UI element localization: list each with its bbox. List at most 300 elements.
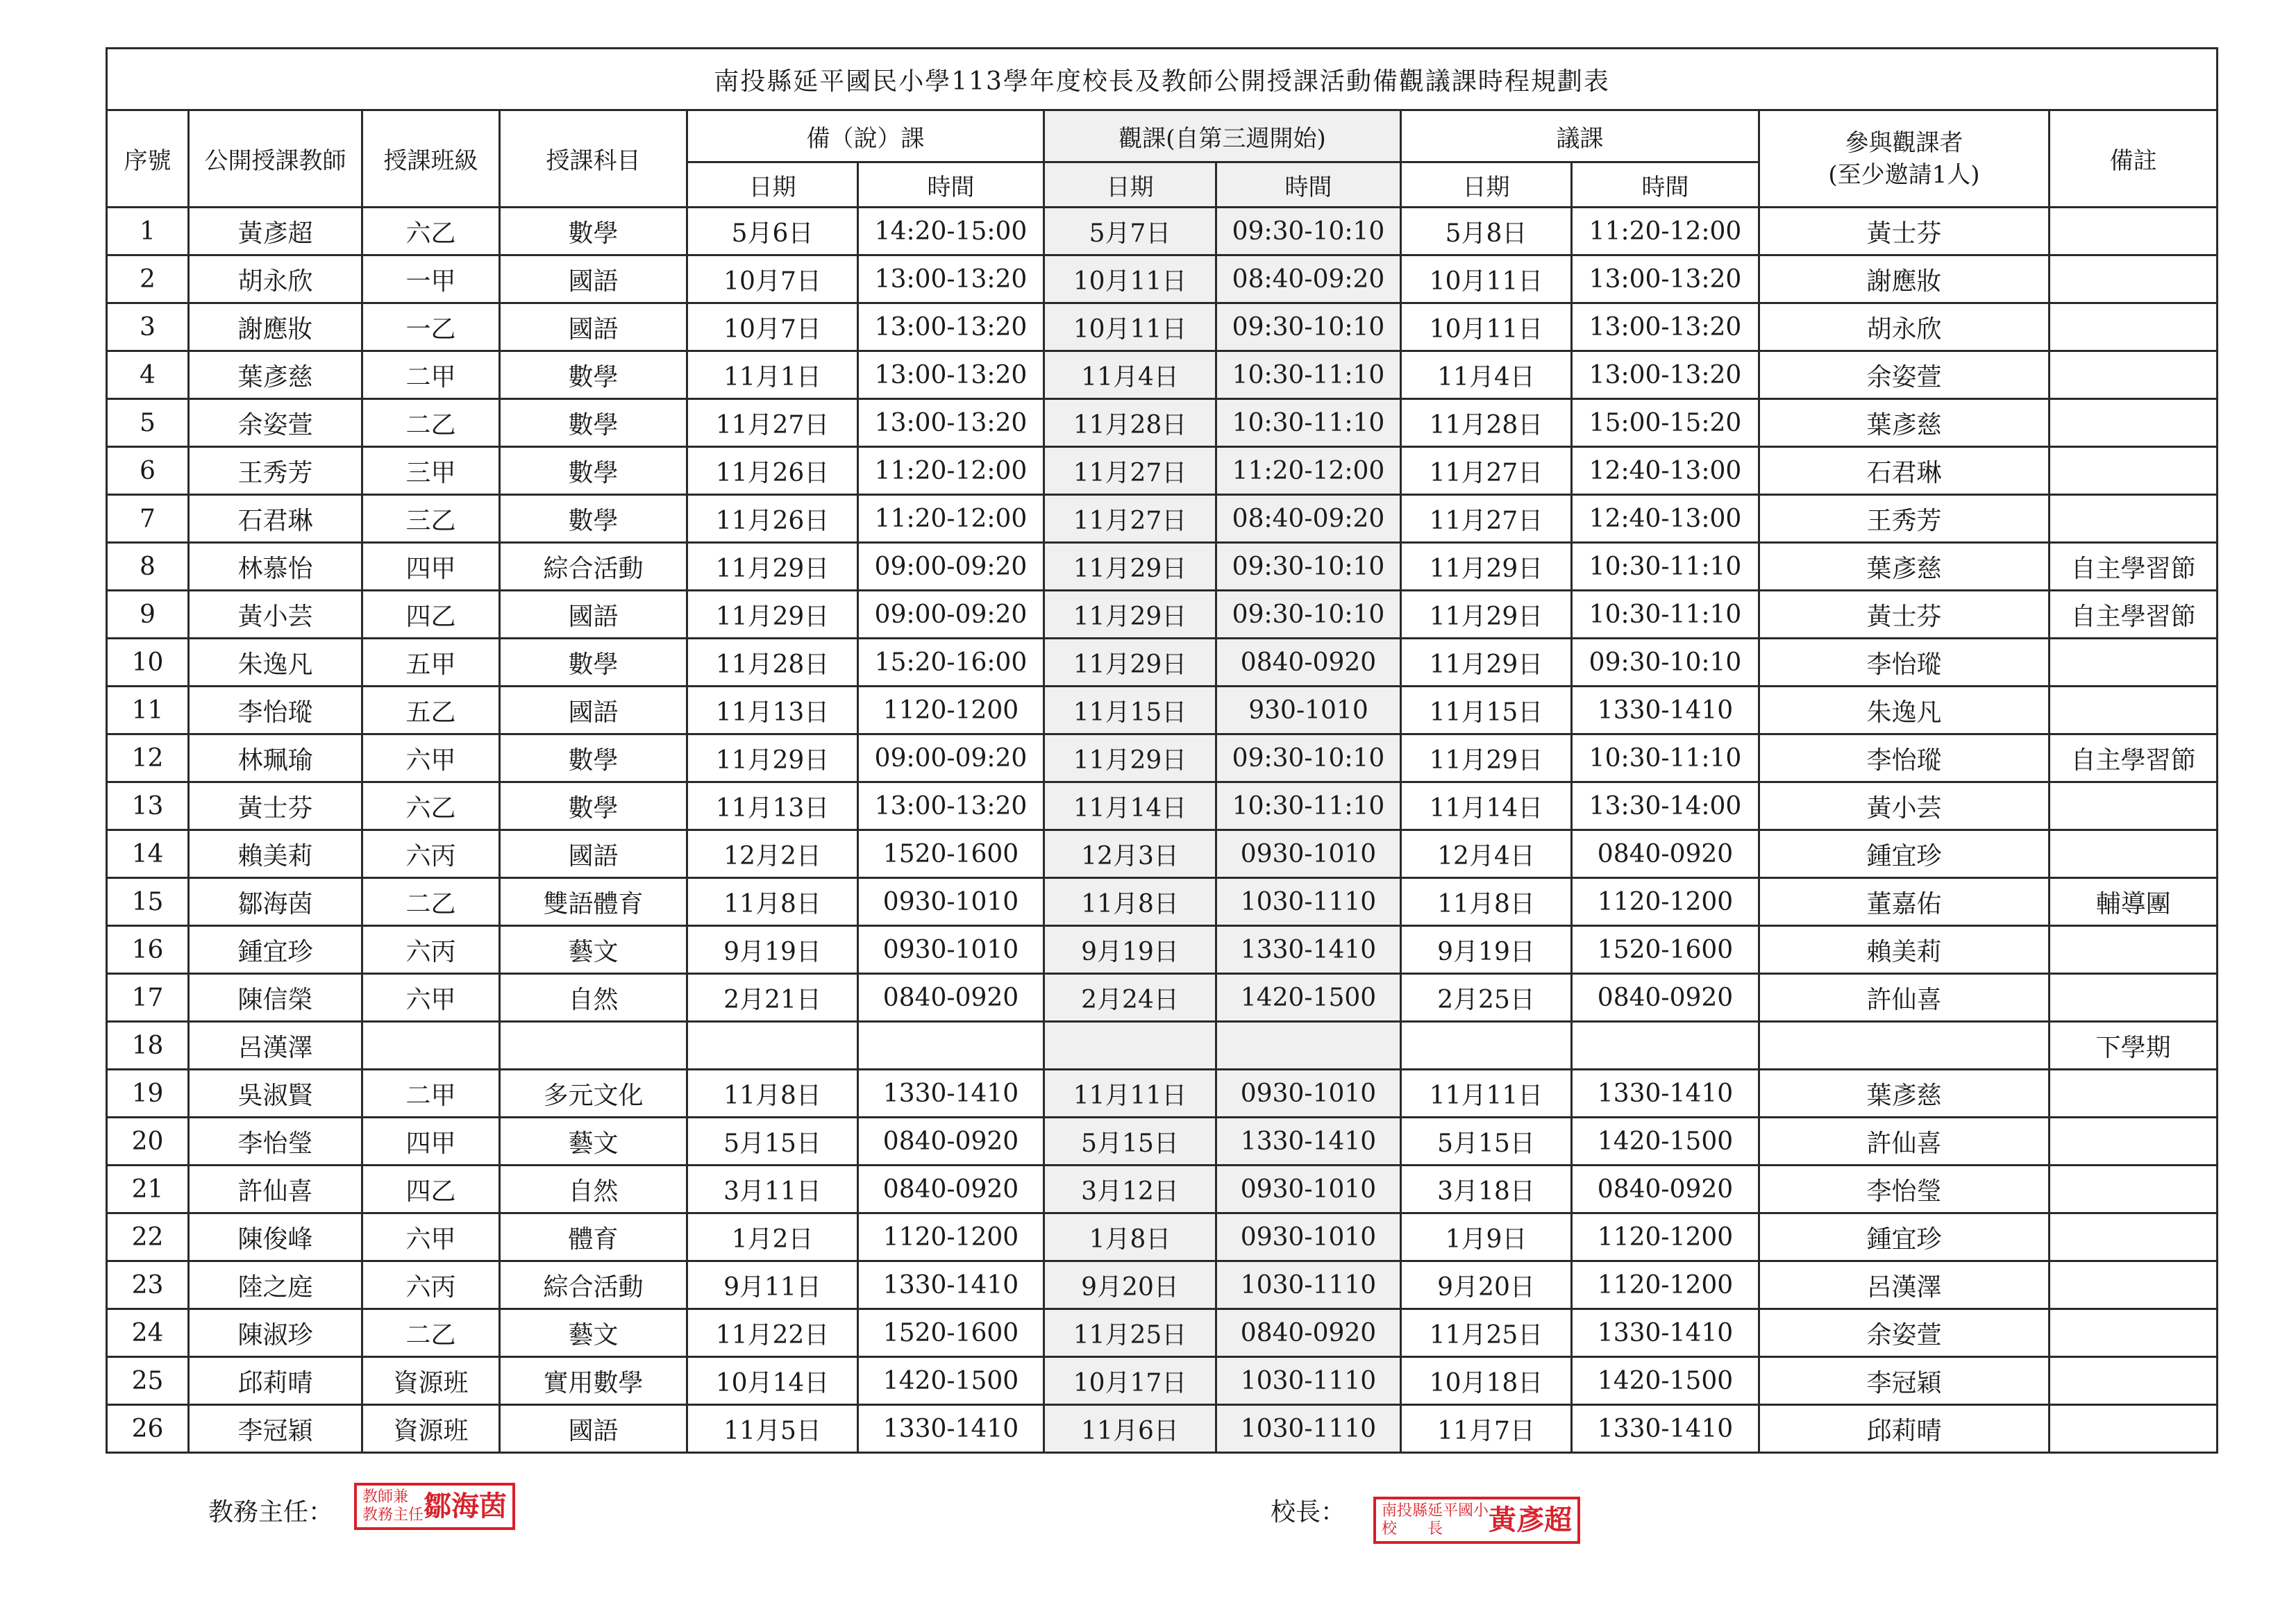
row-seq: 5 — [107, 399, 189, 447]
row-prep-date: 11月29日 — [687, 543, 858, 591]
row-observer: 許仙喜 — [1759, 1118, 2050, 1166]
row-note — [2050, 255, 2218, 303]
row-obs-date: 11月14日 — [1044, 782, 1216, 830]
row-dis-date: 2月25日 — [1401, 974, 1572, 1022]
row-obs-date: 9月19日 — [1044, 926, 1216, 974]
row-obs-date: 10月11日 — [1044, 255, 1216, 303]
row-observer: 胡永欣 — [1759, 303, 2050, 351]
row-obs-time: 1330-1410 — [1216, 1118, 1401, 1166]
row-prep-date: 11月8日 — [687, 878, 858, 926]
row-prep-date: 11月13日 — [687, 687, 858, 734]
row-dis-time: 1330-1410 — [1572, 1405, 1759, 1453]
header-notes: 備註 — [2050, 110, 2218, 208]
header-obs-date: 日期 — [1044, 162, 1216, 208]
row-observer — [1759, 1022, 2050, 1070]
row-prep-time: 1420-1500 — [858, 1357, 1044, 1405]
table-row — [107, 830, 2218, 878]
row-class: 四乙 — [362, 1166, 500, 1213]
row-obs-date: 1月8日 — [1044, 1213, 1216, 1261]
row-teacher: 李怡瑩 — [189, 1118, 362, 1166]
row-class: 一乙 — [362, 303, 500, 351]
row-subject: 國語 — [500, 830, 687, 878]
row-prep-time: 11:20-12:00 — [858, 447, 1044, 495]
row-prep-date: 12月2日 — [687, 830, 858, 878]
principal-stamp — [1373, 1497, 1580, 1544]
row-prep-time: 13:00-13:20 — [858, 303, 1044, 351]
row-dis-date: 11月8日 — [1401, 878, 1572, 926]
row-observer: 李怡瑩 — [1759, 1166, 2050, 1213]
row-obs-time: 0930-1010 — [1216, 830, 1401, 878]
row-note — [2050, 208, 2218, 255]
row-prep-time: 09:00-09:20 — [858, 734, 1044, 782]
row-prep-time: 0930-1010 — [858, 878, 1044, 926]
row-obs-time: 0840-0920 — [1216, 1309, 1401, 1357]
principal-label: 校長： — [1271, 1498, 1346, 1527]
row-class: 六乙 — [362, 208, 500, 255]
row-prep-date: 10月7日 — [687, 303, 858, 351]
table-row — [107, 782, 2218, 830]
table-title: 南投縣延平國民小學113學年度校長及教師公開授課活動備觀議課時程規劃表 — [107, 49, 2218, 110]
table-row — [107, 687, 2218, 734]
row-subject: 綜合活動 — [500, 543, 687, 591]
row-class: 五乙 — [362, 687, 500, 734]
row-seq: 18 — [107, 1022, 189, 1070]
header-obs-time: 時間 — [1216, 162, 1401, 208]
row-obs-time: 10:30-11:10 — [1216, 782, 1401, 830]
row-dis-time: 0840-0920 — [1572, 974, 1759, 1022]
director-stamp-name: 鄒海茵 — [424, 1490, 508, 1522]
row-prep-time: 1330-1410 — [858, 1261, 1044, 1309]
row-obs-date: 11月27日 — [1044, 447, 1216, 495]
row-class: 六甲 — [362, 974, 500, 1022]
row-obs-time: 1030-1110 — [1216, 1405, 1401, 1453]
row-subject: 綜合活動 — [500, 1261, 687, 1309]
row-prep-date: 11月29日 — [687, 734, 858, 782]
row-obs-date: 5月15日 — [1044, 1118, 1216, 1166]
row-seq: 15 — [107, 878, 189, 926]
row-obs-date: 3月12日 — [1044, 1166, 1216, 1213]
row-note — [2050, 495, 2218, 543]
row-prep-time: 0930-1010 — [858, 926, 1044, 974]
row-note — [2050, 1309, 2218, 1357]
row-class: 六丙 — [362, 926, 500, 974]
row-prep-date: 11月26日 — [687, 495, 858, 543]
row-teacher: 黃小芸 — [189, 591, 362, 639]
row-prep-date: 11月13日 — [687, 782, 858, 830]
row-subject — [500, 1022, 687, 1070]
row-note: 自主學習節 — [2050, 543, 2218, 591]
row-subject: 藝文 — [500, 1118, 687, 1166]
row-note — [2050, 639, 2218, 687]
row-seq: 24 — [107, 1309, 189, 1357]
row-teacher: 王秀芳 — [189, 447, 362, 495]
director-stamp-title: 教師兼 教務主任 — [362, 1488, 424, 1524]
row-observer: 鍾宜珍 — [1759, 1213, 2050, 1261]
row-prep-date: 11月5日 — [687, 1405, 858, 1453]
row-teacher: 黃士芬 — [189, 782, 362, 830]
row-prep-date: 9月19日 — [687, 926, 858, 974]
row-teacher: 朱逸凡 — [189, 639, 362, 687]
row-prep-date: 10月7日 — [687, 255, 858, 303]
row-note — [2050, 447, 2218, 495]
row-seq: 4 — [107, 351, 189, 399]
row-dis-time: 13:00-13:20 — [1572, 255, 1759, 303]
row-seq: 3 — [107, 303, 189, 351]
table-row — [107, 591, 2218, 639]
row-dis-time: 12:40-13:00 — [1572, 447, 1759, 495]
row-obs-time: 0930-1010 — [1216, 1070, 1401, 1118]
row-obs-date: 12月3日 — [1044, 830, 1216, 878]
row-prep-time: 0840-0920 — [858, 1118, 1044, 1166]
row-teacher: 林珮瑜 — [189, 734, 362, 782]
row-dis-time: 13:30-14:00 — [1572, 782, 1759, 830]
row-dis-time: 13:00-13:20 — [1572, 303, 1759, 351]
table-row — [107, 1357, 2218, 1405]
row-prep-date: 11月27日 — [687, 399, 858, 447]
header-observers-text: 參與觀課者 (至少邀請1人) — [1828, 128, 1980, 189]
director-stamp — [354, 1483, 515, 1530]
row-seq: 2 — [107, 255, 189, 303]
row-class: 三乙 — [362, 495, 500, 543]
row-subject: 數學 — [500, 208, 687, 255]
row-seq: 25 — [107, 1357, 189, 1405]
row-subject: 數學 — [500, 495, 687, 543]
row-note — [2050, 1166, 2218, 1213]
row-observer: 石君琳 — [1759, 447, 2050, 495]
row-dis-time: 1330-1410 — [1572, 687, 1759, 734]
row-subject: 雙語體育 — [500, 878, 687, 926]
row-prep-time: 15:20-16:00 — [858, 639, 1044, 687]
row-dis-date: 11月11日 — [1401, 1070, 1572, 1118]
schedule-table — [106, 47, 2218, 1454]
row-seq: 14 — [107, 830, 189, 878]
row-observer: 賴美莉 — [1759, 926, 2050, 974]
row-observer: 黃小芸 — [1759, 782, 2050, 830]
row-class: 二乙 — [362, 878, 500, 926]
table-row — [107, 639, 2218, 687]
row-note — [2050, 1357, 2218, 1405]
header-prep-time: 時間 — [858, 162, 1044, 208]
table-row — [107, 926, 2218, 974]
row-note — [2050, 1261, 2218, 1309]
row-note — [2050, 1213, 2218, 1261]
row-observer: 葉彥慈 — [1759, 1070, 2050, 1118]
header-class: 授課班級 — [362, 110, 500, 208]
row-prep-time: 13:00-13:20 — [858, 782, 1044, 830]
row-obs-time: 08:40-09:20 — [1216, 495, 1401, 543]
header-subject: 授課科目 — [500, 110, 687, 208]
row-class: 二甲 — [362, 1070, 500, 1118]
row-teacher: 余姿萱 — [189, 399, 362, 447]
row-dis-date: 5月15日 — [1401, 1118, 1572, 1166]
row-class: 資源班 — [362, 1357, 500, 1405]
row-class: 六乙 — [362, 782, 500, 830]
row-dis-date: 11月15日 — [1401, 687, 1572, 734]
row-prep-date: 11月22日 — [687, 1309, 858, 1357]
row-dis-date: 11月4日 — [1401, 351, 1572, 399]
row-prep-time: 13:00-13:20 — [858, 351, 1044, 399]
row-teacher: 黃彥超 — [189, 208, 362, 255]
row-dis-date: 11月25日 — [1401, 1309, 1572, 1357]
row-dis-time — [1572, 1022, 1759, 1070]
row-prep-date: 11月26日 — [687, 447, 858, 495]
row-seq: 10 — [107, 639, 189, 687]
row-dis-date: 10月18日 — [1401, 1357, 1572, 1405]
row-obs-date: 11月29日 — [1044, 543, 1216, 591]
row-dis-time: 13:00-13:20 — [1572, 351, 1759, 399]
row-observer: 李怡瑽 — [1759, 734, 2050, 782]
row-obs-date: 10月17日 — [1044, 1357, 1216, 1405]
row-obs-time: 09:30-10:10 — [1216, 303, 1401, 351]
row-prep-time: 1120-1200 — [858, 687, 1044, 734]
row-teacher: 鍾宜珍 — [189, 926, 362, 974]
table-body — [107, 208, 2218, 1453]
row-note — [2050, 1070, 2218, 1118]
row-obs-time: 09:30-10:10 — [1216, 734, 1401, 782]
row-prep-date: 10月14日 — [687, 1357, 858, 1405]
row-obs-date: 5月7日 — [1044, 208, 1216, 255]
row-dis-date: 11月27日 — [1401, 495, 1572, 543]
row-subject: 藝文 — [500, 1309, 687, 1357]
row-subject: 國語 — [500, 687, 687, 734]
row-dis-time: 09:30-10:10 — [1572, 639, 1759, 687]
row-note — [2050, 687, 2218, 734]
row-dis-time: 12:40-13:00 — [1572, 495, 1759, 543]
row-subject: 數學 — [500, 782, 687, 830]
row-subject: 自然 — [500, 1166, 687, 1213]
row-obs-time: 09:30-10:10 — [1216, 208, 1401, 255]
header-dis-date: 日期 — [1401, 162, 1572, 208]
row-dis-date: 5月8日 — [1401, 208, 1572, 255]
row-prep-time — [858, 1022, 1044, 1070]
row-seq: 6 — [107, 447, 189, 495]
row-obs-time: 930-1010 — [1216, 687, 1401, 734]
row-class: 一甲 — [362, 255, 500, 303]
row-class: 二乙 — [362, 399, 500, 447]
row-teacher: 李冠穎 — [189, 1405, 362, 1453]
row-dis-date: 11月29日 — [1401, 591, 1572, 639]
row-seq: 12 — [107, 734, 189, 782]
row-prep-time: 09:00-09:20 — [858, 543, 1044, 591]
row-dis-date: 3月18日 — [1401, 1166, 1572, 1213]
row-obs-date: 11月8日 — [1044, 878, 1216, 926]
row-teacher: 陳淑珍 — [189, 1309, 362, 1357]
row-observer: 李冠穎 — [1759, 1357, 2050, 1405]
row-dis-time: 1420-1500 — [1572, 1118, 1759, 1166]
row-dis-time: 1120-1200 — [1572, 1261, 1759, 1309]
row-seq: 7 — [107, 495, 189, 543]
row-teacher: 陳俊峰 — [189, 1213, 362, 1261]
row-teacher: 吳淑賢 — [189, 1070, 362, 1118]
row-subject: 實用數學 — [500, 1357, 687, 1405]
header-teacher: 公開授課教師 — [189, 110, 362, 208]
table-row — [107, 399, 2218, 447]
row-prep-date: 11月28日 — [687, 639, 858, 687]
row-obs-time: 09:30-10:10 — [1216, 591, 1401, 639]
row-observer: 董嘉佑 — [1759, 878, 2050, 926]
header-seq: 序號 — [107, 110, 189, 208]
row-obs-date: 11月29日 — [1044, 734, 1216, 782]
row-observer: 王秀芳 — [1759, 495, 2050, 543]
row-obs-date: 11月28日 — [1044, 399, 1216, 447]
row-obs-date: 9月20日 — [1044, 1261, 1216, 1309]
row-note — [2050, 830, 2218, 878]
row-obs-time: 0840-0920 — [1216, 639, 1401, 687]
row-note — [2050, 351, 2218, 399]
row-dis-time: 10:30-11:10 — [1572, 543, 1759, 591]
row-obs-time: 11:20-12:00 — [1216, 447, 1401, 495]
row-class: 六丙 — [362, 830, 500, 878]
row-obs-date: 11月27日 — [1044, 495, 1216, 543]
row-prep-time: 1520-1600 — [858, 1309, 1044, 1357]
row-obs-time: 10:30-11:10 — [1216, 351, 1401, 399]
row-seq: 23 — [107, 1261, 189, 1309]
row-teacher: 鄒海茵 — [189, 878, 362, 926]
table-row — [107, 1405, 2218, 1453]
row-dis-time: 0840-0920 — [1572, 1166, 1759, 1213]
header-observers — [1759, 110, 2050, 208]
table-row — [107, 208, 2218, 255]
row-class: 六甲 — [362, 1213, 500, 1261]
row-seq: 8 — [107, 543, 189, 591]
row-dis-date: 12月4日 — [1401, 830, 1572, 878]
row-obs-date: 11月11日 — [1044, 1070, 1216, 1118]
row-prep-time: 14:20-15:00 — [858, 208, 1044, 255]
row-note — [2050, 974, 2218, 1022]
row-note: 自主學習節 — [2050, 734, 2218, 782]
row-dis-date: 10月11日 — [1401, 303, 1572, 351]
row-seq: 13 — [107, 782, 189, 830]
row-seq: 22 — [107, 1213, 189, 1261]
row-obs-date: 11月6日 — [1044, 1405, 1216, 1453]
row-dis-date: 9月20日 — [1401, 1261, 1572, 1309]
table-row — [107, 447, 2218, 495]
header-discuss: 議課 — [1401, 110, 1759, 162]
row-class: 六丙 — [362, 1261, 500, 1309]
row-teacher: 呂漢澤 — [189, 1022, 362, 1070]
row-observer: 黃士芬 — [1759, 208, 2050, 255]
table-row — [107, 734, 2218, 782]
row-observer: 許仙喜 — [1759, 974, 2050, 1022]
row-teacher: 賴美莉 — [189, 830, 362, 878]
row-subject: 數學 — [500, 734, 687, 782]
row-subject: 國語 — [500, 591, 687, 639]
row-seq: 19 — [107, 1070, 189, 1118]
row-subject: 國語 — [500, 303, 687, 351]
row-observer: 朱逸凡 — [1759, 687, 2050, 734]
row-prep-date: 9月11日 — [687, 1261, 858, 1309]
row-prep-time: 1330-1410 — [858, 1405, 1044, 1453]
row-subject: 藝文 — [500, 926, 687, 974]
row-note — [2050, 303, 2218, 351]
header-observe: 觀課(自第三週開始) — [1044, 110, 1401, 162]
row-prep-time: 0840-0920 — [858, 1166, 1044, 1213]
row-subject: 國語 — [500, 255, 687, 303]
row-prep-time: 09:00-09:20 — [858, 591, 1044, 639]
row-teacher: 邱莉晴 — [189, 1357, 362, 1405]
row-dis-time: 1520-1600 — [1572, 926, 1759, 974]
row-seq: 16 — [107, 926, 189, 974]
row-note — [2050, 1405, 2218, 1453]
row-prep-time: 13:00-13:20 — [858, 399, 1044, 447]
row-class — [362, 1022, 500, 1070]
row-note — [2050, 926, 2218, 974]
row-observer: 鍾宜珍 — [1759, 830, 2050, 878]
row-teacher: 胡永欣 — [189, 255, 362, 303]
row-seq: 1 — [107, 208, 189, 255]
row-class: 四乙 — [362, 591, 500, 639]
row-dis-time: 1120-1200 — [1572, 1213, 1759, 1261]
row-seq: 26 — [107, 1405, 189, 1453]
row-observer: 余姿萱 — [1759, 351, 2050, 399]
director-label: 教務主任： — [208, 1498, 334, 1527]
row-subject: 體育 — [500, 1213, 687, 1261]
row-prep-date: 5月15日 — [687, 1118, 858, 1166]
row-dis-date: 11月27日 — [1401, 447, 1572, 495]
row-class: 四甲 — [362, 543, 500, 591]
header-dis-time: 時間 — [1572, 162, 1759, 208]
row-obs-date: 2月24日 — [1044, 974, 1216, 1022]
row-note — [2050, 782, 2218, 830]
row-obs-time — [1216, 1022, 1401, 1070]
row-dis-date: 11月14日 — [1401, 782, 1572, 830]
row-dis-time: 1420-1500 — [1572, 1357, 1759, 1405]
row-observer: 余姿萱 — [1759, 1309, 2050, 1357]
table-row — [107, 351, 2218, 399]
row-subject: 自然 — [500, 974, 687, 1022]
row-prep-date: 11月8日 — [687, 1070, 858, 1118]
row-note — [2050, 1118, 2218, 1166]
row-dis-date: 11月7日 — [1401, 1405, 1572, 1453]
row-seq: 11 — [107, 687, 189, 734]
row-prep-date — [687, 1022, 858, 1070]
row-teacher: 陳信榮 — [189, 974, 362, 1022]
row-seq: 17 — [107, 974, 189, 1022]
row-dis-date: 11月29日 — [1401, 543, 1572, 591]
row-teacher: 李怡瑽 — [189, 687, 362, 734]
row-dis-date — [1401, 1022, 1572, 1070]
row-dis-date: 11月28日 — [1401, 399, 1572, 447]
table-row — [107, 1309, 2218, 1357]
row-teacher: 石君琳 — [189, 495, 362, 543]
row-obs-time: 1330-1410 — [1216, 926, 1401, 974]
row-class: 五甲 — [362, 639, 500, 687]
row-obs-time: 1030-1110 — [1216, 878, 1401, 926]
row-obs-time: 09:30-10:10 — [1216, 543, 1401, 591]
row-dis-time: 1330-1410 — [1572, 1070, 1759, 1118]
row-obs-date: 11月4日 — [1044, 351, 1216, 399]
schedule-sheet — [106, 47, 2216, 1454]
row-prep-date: 2月21日 — [687, 974, 858, 1022]
table-row — [107, 878, 2218, 926]
row-obs-date: 11月15日 — [1044, 687, 1216, 734]
row-subject: 多元文化 — [500, 1070, 687, 1118]
row-prep-date: 11月29日 — [687, 591, 858, 639]
row-obs-date: 11月25日 — [1044, 1309, 1216, 1357]
row-dis-date: 11月29日 — [1401, 734, 1572, 782]
principal-stamp-title: 南投縣延平國小 校 長 — [1382, 1502, 1489, 1538]
row-obs-date — [1044, 1022, 1216, 1070]
row-prep-date: 1月2日 — [687, 1213, 858, 1261]
table-row — [107, 1118, 2218, 1166]
row-dis-time: 10:30-11:10 — [1572, 591, 1759, 639]
table-row — [107, 1213, 2218, 1261]
row-observer: 呂漢澤 — [1759, 1261, 2050, 1309]
row-note: 輔導團 — [2050, 878, 2218, 926]
row-dis-time: 1120-1200 — [1572, 878, 1759, 926]
row-dis-date: 1月9日 — [1401, 1213, 1572, 1261]
row-class: 六甲 — [362, 734, 500, 782]
